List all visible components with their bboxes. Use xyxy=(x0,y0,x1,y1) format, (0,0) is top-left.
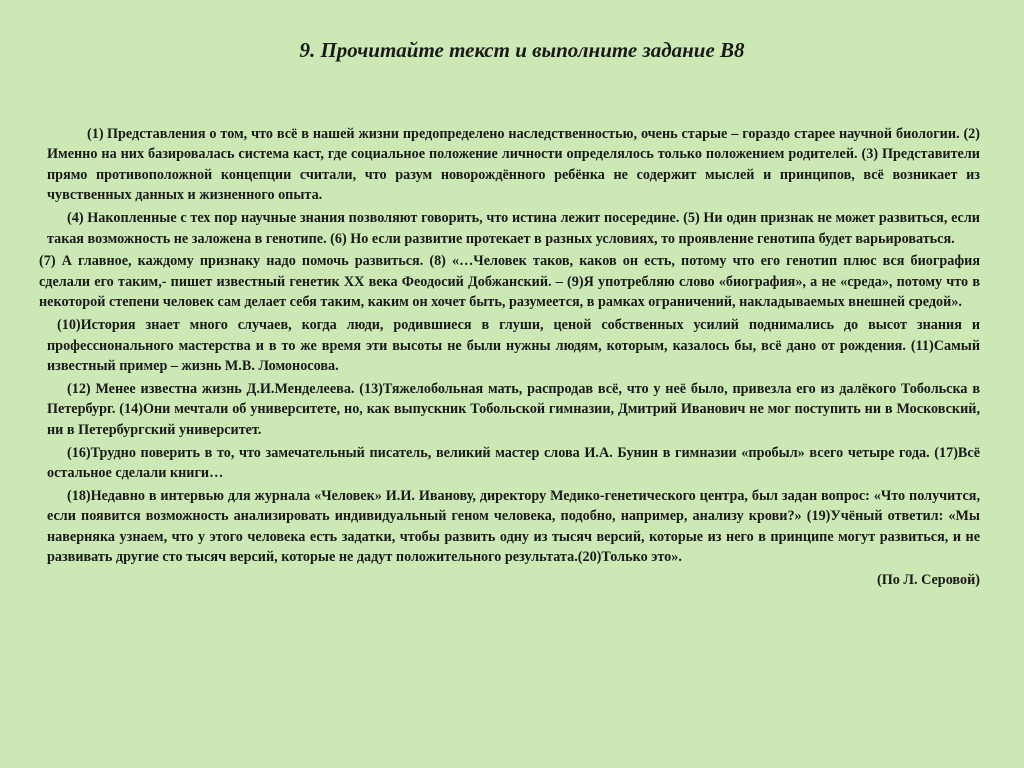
text-body xyxy=(39,124,980,590)
paragraph-3: (7) А главное, каждому признаку надо помочь развиться. (8) «…Человек таков, каков он есть, потому что его генотип плюс вся биография сделали его таким,- пишет известный генетик ХХ века Феодосий Добжанский. – (9)Я употребляю слово «биография», а не «среда», потому что в некоторой степени человек сам делает себя таким, каким он хочет быть, разумеется, в рамках ограничений, накладываемых внешней средой». xyxy=(39,253,980,311)
task-title: 9. Прочитайте текст и выполните задание В8 xyxy=(299,38,745,62)
paragraph-6: (16)Трудно поверить в то, что замечательный писатель, великий мастер слова И.А. Бунин в гимназии «пробыл» всего четыре года. (17)Всё остальное сделали книги… xyxy=(47,444,980,481)
paragraph-5: (12) Менее известна жизнь Д.И.Менделеева. (13)Тяжелобольная мать, распродав всё, что у неё было, привезла его из далёкого Тобольска в Петербург. (14)Они мечтали об университете, но, как выпускник Тобольской гимназии, Дмитрий Иванович не мог поступить ни в Московский, ни в Петербургский университет. xyxy=(47,380,980,438)
sentence-number: (1) xyxy=(87,126,104,142)
source-attribution: (По Л. Серовой) xyxy=(877,572,980,589)
paragraph-text: Представления о том, что всё в нашей жизни предопределено наследственностью, очень старые – гораздо старее научной биологии. (2) Именно на них базировалась система каст, где социальное положение личности определялось только положением родителей. (3) Представители прямо противоположной концепции считали, что разум новорождённого ребёнка не содержит мыслей и принципов, всё возникает из чувственных данных и жизненного опыта. xyxy=(47,126,980,204)
paragraph-7: (18)Недавно в интервью для журнала «Человек» И.И. Иванову, директору Медико-генетического центра, был задан вопрос: «Что получится, если появится возможность анализировать индивидуальный геном человека, подобно, например, анализу крови?» (19)Учёный ответил: «Мы наверняка узнаем, что у этого человека есть задатки, чтобы развить одну из тысяч версий, которые из него в принципе могут развиться, и не развивать другие сто тысяч версий, которые не дадут положительного результата.(20)Только это». xyxy=(47,487,980,566)
paragraph-1 xyxy=(47,124,980,206)
paragraph-4: (10)История знает много случаев, когда люди, родившиеся в глуши, ценой собственных усилий поднимались до высот знания и профессионального мастерства и в то же время эти высоты не были нужны людям, которым, казалось бы, всё дано от рождения. (11)Самый известный пример – жизнь М.В. Ломоносова. xyxy=(47,317,980,374)
paragraph-2: (4) Накопленные с тех пор научные знания позволяют говорить, что истина лежит посередине. (5) Ни один признак не может развиться, если такая возможность не заложена в генотипе. (6) Но если развитие протекает в разных условиях, то проявление генотипа будет варьироваться. xyxy=(47,210,980,247)
